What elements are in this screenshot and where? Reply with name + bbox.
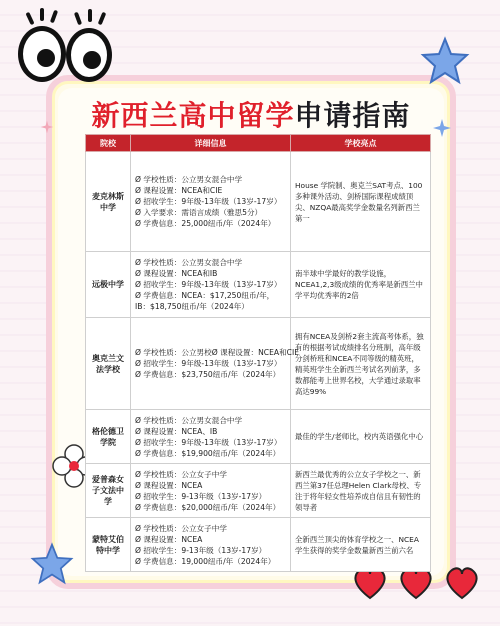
detail-line: Ø 学校性质：公立男女混合中学 xyxy=(135,258,243,267)
school-name: 蒙特艾伯特中学 xyxy=(86,518,131,572)
left-eye-icon xyxy=(18,26,66,82)
eyelash-icon xyxy=(40,8,44,21)
school-highlight: House 学院制、奥克兰SAT考点、100多种课外活动、剑桥国际课程成绩顶尖、NZQA最高奖学金数量名列新西兰第一 xyxy=(291,152,431,252)
school-details xyxy=(131,518,291,572)
page-title xyxy=(58,96,444,136)
detail-line: Ø 招收学生：9年级-13年级（13岁-17岁） xyxy=(135,280,282,289)
detail-line: Ø 课程设置：NCEA和IB xyxy=(135,269,218,278)
school-details xyxy=(131,410,291,464)
detail-line: Ø 课程设置：NCEA、IB xyxy=(135,426,218,436)
title-part-2: 申请指南 xyxy=(294,99,411,132)
detail-line: Ø 学费信息：$20,000纽币/年（2024年） xyxy=(135,502,281,512)
school-highlight: 全新西兰顶尖的体育学校之一、NCEA学生获得的奖学金数量新西兰前六名 xyxy=(291,518,431,572)
heart-icon xyxy=(447,568,476,598)
detail-line: Ø 学费信息：19,000纽币/年（2024年） xyxy=(135,556,276,566)
detail-line: Ø 课程设置：NCEA xyxy=(135,480,203,490)
detail-line: Ø 课程设置：NCEA xyxy=(135,534,203,544)
school-details xyxy=(131,252,291,318)
detail-line: Ø 学费信息：NCEA：$17,250纽币/年，IB：$18,750纽币/年（2024年） xyxy=(135,291,275,311)
school-highlight: 拥有NCEA及剑桥2套主流高考体系，独有的根据考试成绩排名分班制，高年级分剑桥班和NCEA不同等级的精英班，精英班学生全新西兰考试名列前茅，多数都能考上世界名校，大学通过录取率高达99% xyxy=(291,318,431,410)
school-details xyxy=(131,464,291,518)
school-details xyxy=(131,318,300,410)
star-icon xyxy=(30,542,74,586)
table-row xyxy=(86,464,431,518)
detail-line: Ø 学校性质：公立男女混合中学 xyxy=(135,415,243,425)
detail-line: Ø 学费信息：$19,900纽币/年（2024年） xyxy=(135,448,281,458)
detail-line: Ø 学费信息：25,000纽币/年（2024年） xyxy=(135,219,276,228)
school-name: 奥克兰文法学校 xyxy=(86,318,131,410)
right-eye-icon xyxy=(66,28,112,82)
detail-line: Ø 学费信息：$23,750纽币/年（2024年） xyxy=(135,370,281,379)
school-name: 麦克林斯中学 xyxy=(86,152,131,252)
detail-line: Ø 学校性质：公立女子中学 xyxy=(135,523,227,533)
star-icon xyxy=(420,36,470,86)
header-details: 详细信息 xyxy=(131,135,291,152)
school-name: 爱普森女子文法中学 xyxy=(86,464,131,518)
eyelash-icon xyxy=(88,9,92,22)
school-details xyxy=(131,152,291,252)
table-row xyxy=(86,252,431,318)
detail-line: Ø 学校性质：公立男校Ø 课程设置：NCEA和CIE xyxy=(135,348,300,357)
detail-line: Ø 入学要求：需语言成绩（雅思5分） xyxy=(135,208,263,217)
school-name: 格伦德卫学院 xyxy=(86,410,131,464)
title-part-1: 新西兰高中留学 xyxy=(91,99,295,132)
table-row xyxy=(86,152,431,252)
table-header-row xyxy=(86,135,431,152)
sparkle-icon xyxy=(40,120,54,134)
table-row xyxy=(86,410,431,464)
detail-line: Ø 招收学生：9年级-13年级（13岁-17岁） xyxy=(135,359,282,368)
header-highlights: 学校亮点 xyxy=(291,135,431,152)
detail-line: Ø 招收学生：9年级-13年级（13岁-17岁） xyxy=(135,197,282,206)
table-row xyxy=(86,518,431,572)
detail-line: Ø 招收学生：9-13年级（13岁-17岁） xyxy=(135,545,267,555)
school-highlight: 新西兰最优秀的公立女子学校之一、新西兰第37任总理Helen Clark母校、专注于将年轻女性培养成自信且有韧性的领导者 xyxy=(291,464,431,518)
heart-icon xyxy=(355,568,384,598)
school-highlight: 南半球中学最好的教学设施，NCEA1,2,3级成绩的优秀率是新西兰中学平均优秀率的2倍 xyxy=(291,252,431,318)
heart-icon xyxy=(401,568,430,598)
detail-line: Ø 学校性质：公立女子中学 xyxy=(135,469,227,479)
detail-line: Ø 课程设置：NCEA和CIE xyxy=(135,186,223,195)
detail-line: Ø 学校性质：公立男女混合中学 xyxy=(135,175,243,184)
detail-line: Ø 招收学生：9-13年级（13岁-17岁） xyxy=(135,491,267,501)
header-school: 院校 xyxy=(86,135,131,152)
school-table xyxy=(85,134,431,572)
school-highlight: 最佳的学生/老师比，校内英语强化中心 xyxy=(291,410,431,464)
school-name: 远极中学 xyxy=(86,252,131,318)
detail-line: Ø 招收学生：9年级-13年级（13岁-17岁） xyxy=(135,437,282,447)
table-row xyxy=(86,318,431,410)
